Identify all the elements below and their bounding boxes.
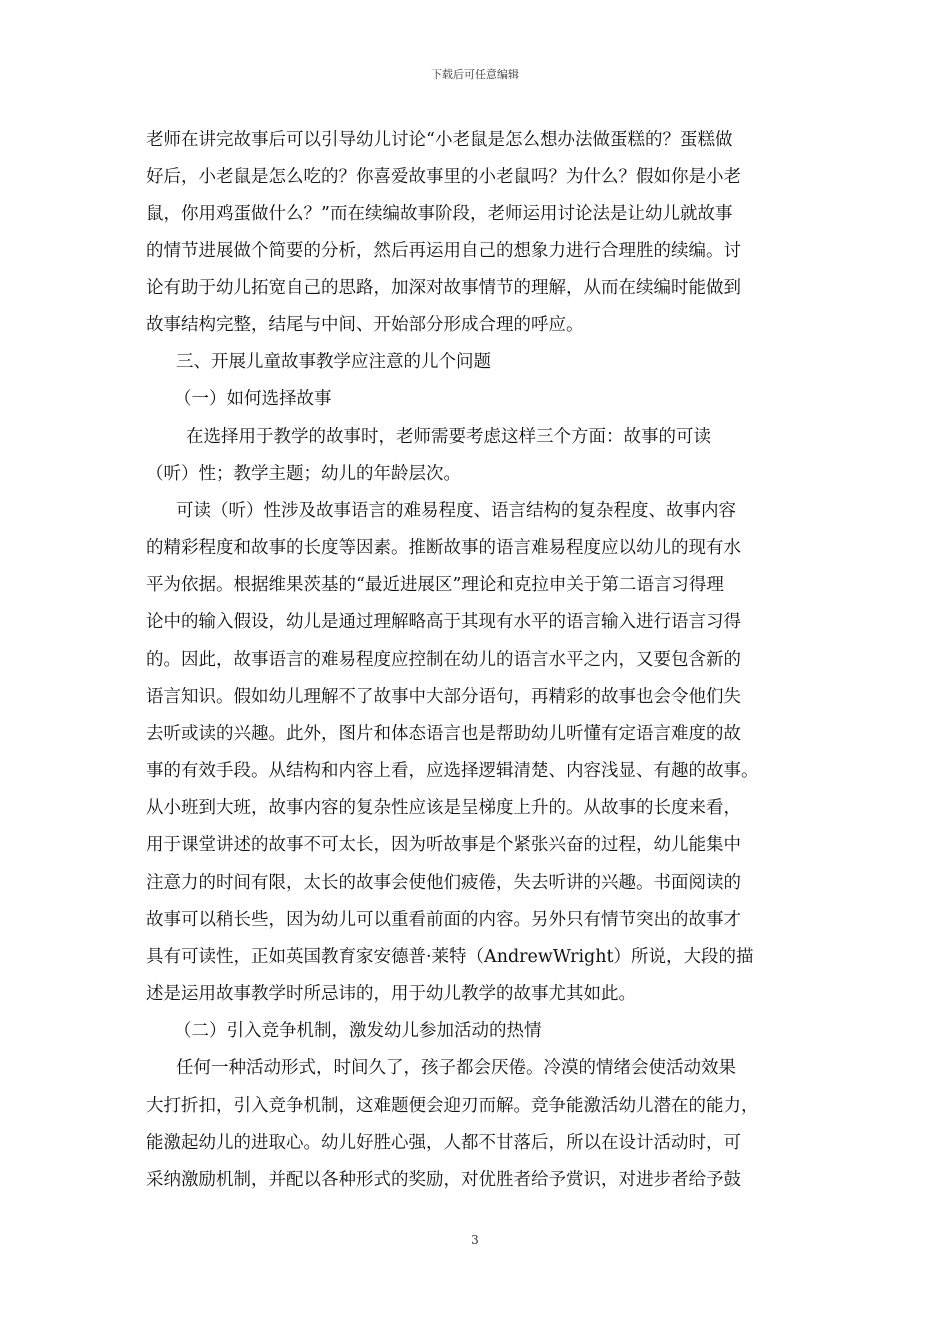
page-header: 下载后可任意编辑 <box>431 68 519 81</box>
text-line: 论中的输入假设，幼儿是通过理解略高于其现有水平的语言输入进行语言习得 <box>146 612 741 632</box>
text-line: 可读（听）性涉及故事语言的难易程度、语言结构的复杂程度、故事内容 <box>176 501 736 521</box>
text-line: 的情节进展做个简要的分析，然后再运用自己的想象力进行合理胜的续编。讨 <box>146 241 741 261</box>
text-line: 去听或读的兴趣。此外，图片和体态语言也是帮助幼儿听懂有定语言难度的故 <box>146 724 741 744</box>
text-line: 语言知识。假如幼儿理解不了故事中大部分语句，再精彩的故事也会令他们失 <box>146 687 741 707</box>
text-line: 的。因此，故事语言的难易程度应控制在幼儿的语言水平之内，又要包含新的 <box>146 650 741 670</box>
text-line: 在选择用于教学的故事时，老师需要考虑这样三个方面：故事的可读 <box>186 427 711 447</box>
text-line: （听）性；教学主题；幼儿的年龄层次。 <box>146 464 461 484</box>
text-line: 老师在讲完故事后可以引导幼儿讨论“小老鼠是怎么想办法做蛋糕的？蛋糕做 <box>146 130 733 150</box>
text-line: 三、开展儿童故事教学应注意的儿个问题 <box>176 352 491 372</box>
text-line: 用于课堂讲述的故事不可太长，因为听故事是个紧张兴奋的过程，幼儿能集中 <box>146 835 741 855</box>
text-line: 能激起幼儿的进取心。幼儿好胜心强，人都不甘落后，所以在设计活动时，可 <box>146 1133 741 1153</box>
page-number: 3 <box>471 1233 479 1247</box>
text-line: 大打折扣，引入竞争机制，这难题便会迎刃而解。竞争能激活幼儿潜在的能力， <box>146 1096 759 1116</box>
text-line: 事的有效手段。从结构和内容上看，应选择逻辑清楚、内容浅显、有趣的故事。 <box>146 761 759 781</box>
text-line: 注意力的时间有限，太长的故事会使他们疲倦，失去听讲的兴趣。书面阅读的 <box>146 873 741 893</box>
text-line: 采纳激励机制，并配以各种形式的奖励，对优胜者给予赏识，对进步者给予鼓 <box>146 1170 741 1190</box>
text-line: 平为依据。根据维果茨基的“最近进展区”理论和克拉申关于第二语言习得理 <box>146 575 724 595</box>
text-line: 论有助于幼儿拓宽自己的思路，加深对故事情节的理解，从而在续编时能做到 <box>146 278 741 298</box>
text-line: 任何一种活动形式，时间久了，孩子都会厌倦。冷漠的情绪会使活动效果 <box>176 1058 736 1078</box>
text-line: 故事可以稍长些，因为幼儿可以重看前面的内容。另外只有情节突出的故事才 <box>146 910 741 930</box>
text-line: 从小班到大班，故事内容的复杂性应该是呈梯度上升的。从故事的长度来看， <box>146 798 741 818</box>
text-line: 的精彩程度和故事的长度等因素。推断故事的语言难易程度应以幼儿的现有水 <box>146 538 741 558</box>
text-line: 鼠，你用鸡蛋做什么？”而在续编故事阶段，老师运用讨论法是让幼儿就故事 <box>146 204 733 224</box>
text-line: 故事结构完整，结尾与中间、开始部分形成合理的呼应。 <box>146 315 584 335</box>
text-line: 好后，小老鼠是怎么吃的？你喜爱故事里的小老鼠吗？为什么？假如你是小老 <box>146 167 741 187</box>
text-line: 具有可读性，正如英国教育家安德普·莱特（AndrewWright）所说，大段的描 <box>146 947 754 967</box>
text-line: （一）如何选择故事 <box>174 389 332 409</box>
text-line: （二）引入竞争机制，激发幼儿参加活动的热情 <box>174 1021 542 1041</box>
text-line: 述是运用故事教学时所忌讳的，用于幼儿教学的故事尤其如此。 <box>146 984 636 1004</box>
